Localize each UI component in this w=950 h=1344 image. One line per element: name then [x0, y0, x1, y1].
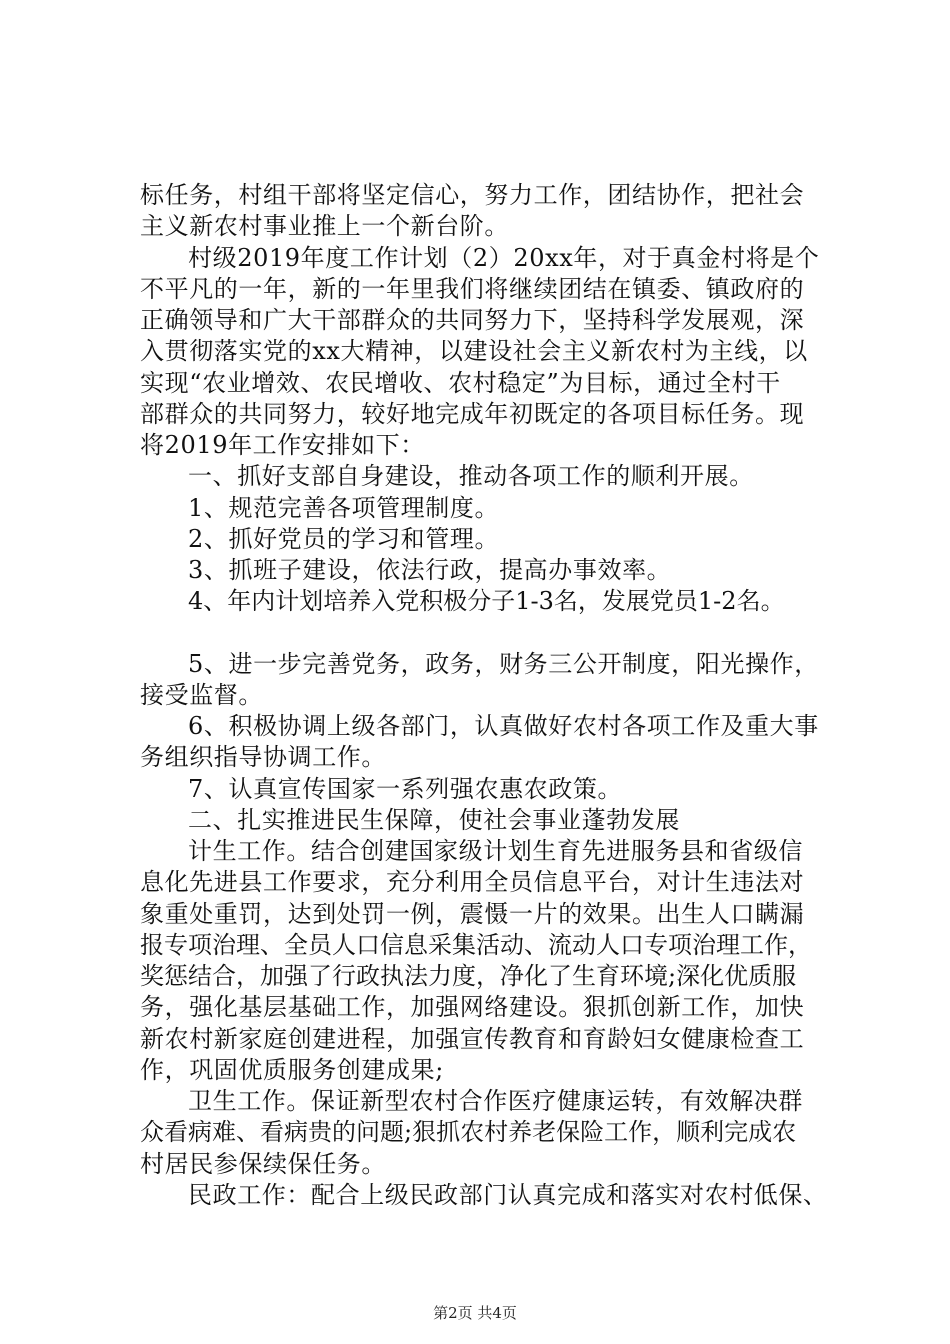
- text-line: 计生工作。结合创建国家级计划生育先进服务县和省级信: [188, 837, 803, 865]
- text-line: 将2019年工作安排如下：: [140, 431, 425, 459]
- text-line: 村居民参保续保任务。: [140, 1150, 386, 1178]
- list-item: 2、抓好党员的学习和管理。: [188, 525, 500, 553]
- list-item: 1、规范完善各项管理制度。: [188, 494, 500, 522]
- list-item: 3、抓班子建设，依法行政，提高办事效率。: [188, 556, 672, 584]
- list-item: 7、认真宣传国家一系列强农惠农政策。: [188, 775, 623, 803]
- section-heading: 一、抓好支部自身建设，推动各项工作的顺利开展。: [188, 462, 754, 490]
- text-line: 接受监督。: [140, 681, 263, 709]
- text-line: 报专项治理、全员人口信息采集活动、流动人口专项治理工作，: [140, 931, 812, 959]
- text-line: 众看病难、看病贵的问题;狠抓农村养老保险工作，顺利完成农: [140, 1118, 797, 1146]
- text-line: 实现“农业增效、农民增收、农村稳定”为目标，通过全村干: [140, 369, 781, 397]
- section-heading: 二、扎实推进民生保障，使社会事业蓬勃发展: [188, 806, 680, 834]
- list-item: 6、积极协调上级各部门，认真做好农村各项工作及重大事: [188, 712, 819, 740]
- text-line: 民政工作：配合上级民政部门认真完成和落实对农村低保、: [188, 1181, 828, 1209]
- list-item: 4、年内计划培养入党积极分子1-3名，发展党员1-2名。: [188, 587, 785, 615]
- text-line: 不平凡的一年，新的一年里我们将继续团结在镇委、镇政府的: [140, 275, 805, 303]
- page-number-footer: 第2页 共4页: [433, 1304, 517, 1322]
- text-line: 主义新农村事业推上一个新台阶。: [140, 212, 509, 240]
- text-line: 奖惩结合，加强了行政执法力度，净化了生育环境;深化优质服: [140, 962, 797, 990]
- text-line: 正确领导和广大干部群众的共同努力下，坚持科学发展观，深: [140, 306, 805, 334]
- text-line: 象重处重罚，达到处罚一例，震慑一片的效果。出生人口瞒漏: [140, 900, 805, 928]
- text-line: 作，巩固优质服务创建成果;: [140, 1056, 444, 1084]
- text-line: 标任务，村组干部将坚定信心，努力工作，团结协作，把社会: [140, 181, 805, 209]
- text-line: 部群众的共同努力，较好地完成年初既定的各项目标任务。现: [140, 400, 805, 428]
- text-line: 入贯彻落实党的xx大精神，以建设社会主义新农村为主线，以: [140, 337, 808, 365]
- text-line: 村级2019年度工作计划（2）20xx年，对于真金村将是个: [188, 244, 820, 272]
- text-line: 务组织指导协调工作。: [140, 743, 386, 771]
- text-line: 卫生工作。保证新型农村合作医疗健康运转，有效解决群: [188, 1087, 803, 1115]
- list-item: 5、进一步完善党务，政务，财务三公开制度，阳光操作，: [188, 650, 819, 678]
- text-line: 新农村新家庭创建进程，加强宣传教育和育龄妇女健康检查工: [140, 1025, 805, 1053]
- text-line: 务，强化基层基础工作，加强网络建设。狠抓创新工作，加快: [140, 993, 805, 1021]
- text-line: 息化先进县工作要求，充分利用全员信息平台，对计生违法对: [140, 868, 805, 896]
